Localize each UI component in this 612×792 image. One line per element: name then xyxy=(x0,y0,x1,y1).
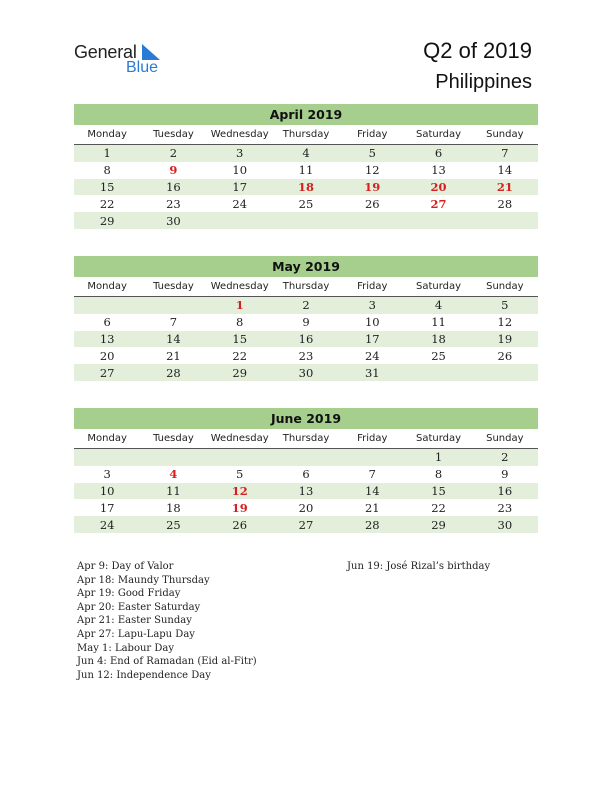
day-cell: 10 xyxy=(74,483,140,500)
weekday-label: Thursday xyxy=(273,429,339,449)
day-cell: 1 xyxy=(405,449,471,466)
day-cell: 10 xyxy=(232,163,248,178)
day-cell: 17 xyxy=(99,500,115,515)
weekday-label: Thursday xyxy=(273,125,339,145)
week-row xyxy=(74,297,538,314)
day-cell: 21 xyxy=(364,500,380,515)
day-cell: 27 xyxy=(273,516,339,533)
weekday-header-row xyxy=(74,277,538,297)
weekday-label: Tuesday xyxy=(140,277,206,297)
day-cell xyxy=(339,449,405,466)
day-cell: 28 xyxy=(497,196,513,211)
week-row xyxy=(74,195,538,212)
week-row xyxy=(74,466,538,483)
day-cell: 18 xyxy=(405,331,471,348)
day-cell: 2 xyxy=(472,449,538,466)
holiday-list-right xyxy=(347,560,490,574)
day-cell: 13 xyxy=(74,331,140,348)
holiday-note: May 1: Labour Day xyxy=(77,642,174,654)
day-cell: 11 xyxy=(298,163,314,178)
day-cell xyxy=(273,449,339,466)
day-cell xyxy=(472,364,538,381)
day-cell: 20 xyxy=(99,348,115,363)
day-cell xyxy=(140,297,206,314)
week-row xyxy=(74,483,538,500)
day-cell: 20 xyxy=(298,500,314,515)
week-row xyxy=(74,212,538,229)
day-cell: 13 xyxy=(273,483,339,500)
calendar-table xyxy=(74,125,538,229)
day-cell: 2 xyxy=(273,297,339,314)
day-cell: 8 xyxy=(434,467,443,482)
day-cell: 3 xyxy=(339,297,405,314)
day-cell: 24 xyxy=(364,348,380,363)
day-cell: 30 xyxy=(140,212,206,229)
day-cell xyxy=(74,449,140,466)
day-cell: 19 xyxy=(231,500,248,515)
holiday-note: Apr 19: Good Friday xyxy=(77,588,181,600)
weekday-label: Wednesday xyxy=(207,125,273,145)
day-cell: 11 xyxy=(431,315,446,330)
day-cell xyxy=(472,212,538,229)
logo-flag-icon xyxy=(142,44,160,60)
day-cell: 28 xyxy=(140,364,206,381)
day-cell: 9 xyxy=(169,163,178,178)
day-cell: 1 xyxy=(74,145,140,162)
day-cell: 4 xyxy=(273,145,339,162)
calendar-table xyxy=(74,277,538,381)
holiday-note: Apr 27: Lapu-Lapu Day xyxy=(77,628,195,640)
day-cell: 8 xyxy=(236,315,244,330)
holiday-note: Apr 20: Easter Saturday xyxy=(77,601,201,613)
weekday-header-row xyxy=(74,125,538,145)
day-cell: 16 xyxy=(140,179,206,196)
day-cell: 15 xyxy=(74,179,140,196)
weekday-label: Sunday xyxy=(472,429,538,449)
day-cell xyxy=(405,212,471,229)
week-row xyxy=(74,179,538,196)
day-cell: 22 xyxy=(431,500,446,515)
day-cell: 17 xyxy=(339,331,405,348)
day-cell: 12 xyxy=(207,483,273,500)
day-cell: 18 xyxy=(166,500,181,515)
page-title: Q2 of 2019 xyxy=(423,38,532,63)
calendar-table xyxy=(74,429,538,533)
weekday-label: Tuesday xyxy=(140,125,206,145)
holiday-note: Apr 9: Day of Valor xyxy=(77,561,174,572)
month-june xyxy=(74,408,538,533)
day-cell: 24 xyxy=(232,196,248,211)
day-cell: 31 xyxy=(339,364,405,381)
day-cell: 30 xyxy=(472,516,538,533)
day-cell: 27 xyxy=(74,364,140,381)
day-cell: 15 xyxy=(207,331,273,348)
day-cell: 12 xyxy=(497,315,513,330)
day-cell: 25 xyxy=(298,196,314,211)
day-cell: 14 xyxy=(140,331,206,348)
week-row xyxy=(74,314,538,331)
day-cell: 7 xyxy=(169,315,178,330)
day-cell: 13 xyxy=(431,163,446,178)
day-cell: 2 xyxy=(140,145,206,162)
day-cell: 21 xyxy=(166,348,181,363)
week-row xyxy=(74,331,538,348)
week-row xyxy=(74,145,538,162)
day-cell: 16 xyxy=(472,483,538,500)
day-cell: 11 xyxy=(140,483,206,500)
weekday-label: Friday xyxy=(339,429,405,449)
day-cell: 15 xyxy=(405,483,471,500)
weekday-label: Saturday xyxy=(405,277,471,297)
day-cell xyxy=(207,449,273,466)
holiday-note: Apr 18: Maundy Thursday xyxy=(77,574,210,586)
day-cell xyxy=(140,449,206,466)
day-cell: 4 xyxy=(169,467,178,482)
day-cell: 16 xyxy=(273,331,339,348)
month-header: April 2019 xyxy=(74,104,538,125)
day-cell: 7 xyxy=(472,145,538,162)
day-cell: 26 xyxy=(207,516,273,533)
logo-blue-text: Blue xyxy=(126,59,159,76)
weekday-header-row xyxy=(74,429,538,449)
day-cell: 22 xyxy=(232,348,248,363)
week-row xyxy=(74,162,538,179)
weekday-label: Monday xyxy=(74,277,140,297)
day-cell: 25 xyxy=(431,348,446,363)
weekday-label: Wednesday xyxy=(207,429,273,449)
weekday-label: Tuesday xyxy=(140,429,206,449)
day-cell: 1 xyxy=(207,297,273,314)
day-cell: 20 xyxy=(405,179,471,196)
day-cell xyxy=(74,297,140,314)
day-cell: 3 xyxy=(103,467,111,482)
country-name: Philippines xyxy=(435,71,532,93)
day-cell: 17 xyxy=(207,179,273,196)
day-cell: 19 xyxy=(472,331,538,348)
week-row xyxy=(74,499,538,516)
day-cell xyxy=(405,364,471,381)
day-cell xyxy=(207,212,273,229)
day-cell: 29 xyxy=(74,212,140,229)
day-cell xyxy=(273,212,339,229)
day-cell: 26 xyxy=(497,348,513,363)
day-cell: 14 xyxy=(339,483,405,500)
day-cell: 7 xyxy=(368,467,376,482)
weekday-label: Monday xyxy=(74,429,140,449)
month-may xyxy=(74,256,538,381)
day-cell: 5 xyxy=(236,467,244,482)
day-cell: 5 xyxy=(472,297,538,314)
day-cell: 28 xyxy=(339,516,405,533)
day-cell: 12 xyxy=(364,163,380,178)
weekday-label: Saturday xyxy=(405,125,471,145)
day-cell: 23 xyxy=(166,196,181,211)
day-cell: 4 xyxy=(405,297,471,314)
day-cell: 25 xyxy=(140,516,206,533)
day-cell: 6 xyxy=(405,145,471,162)
day-cell: 5 xyxy=(339,145,405,162)
weekday-label: Friday xyxy=(339,125,405,145)
weekday-label: Wednesday xyxy=(207,277,273,297)
day-cell: 10 xyxy=(364,315,380,330)
weekday-label: Friday xyxy=(339,277,405,297)
weekday-label: Sunday xyxy=(472,125,538,145)
day-cell: 29 xyxy=(405,516,471,533)
month-april xyxy=(74,104,538,229)
day-cell: 18 xyxy=(273,179,339,196)
day-cell: 6 xyxy=(103,315,111,330)
day-cell: 19 xyxy=(339,179,405,196)
day-cell: 23 xyxy=(298,348,314,363)
day-cell: 6 xyxy=(302,467,310,482)
week-row xyxy=(74,347,538,364)
logo-general-text: General xyxy=(74,42,137,62)
day-cell: 8 xyxy=(103,163,111,178)
week-row xyxy=(74,364,538,381)
day-cell: 3 xyxy=(207,145,273,162)
day-cell: 9 xyxy=(501,467,509,482)
holiday-note: Jun 19: José Rizal’s birthday xyxy=(347,561,491,572)
week-row xyxy=(74,449,538,466)
holiday-note: Jun 12: Independence Day xyxy=(77,669,211,681)
day-cell: 21 xyxy=(472,179,538,196)
week-row xyxy=(74,516,538,533)
day-cell: 30 xyxy=(273,364,339,381)
day-cell xyxy=(339,212,405,229)
weekday-label: Sunday xyxy=(472,277,538,297)
month-header: May 2019 xyxy=(74,256,538,277)
day-cell: 29 xyxy=(207,364,273,381)
weekday-label: Saturday xyxy=(405,429,471,449)
holiday-note: Jun 4: End of Ramadan (Eid al-Fitr) xyxy=(77,656,257,668)
weekday-label: Monday xyxy=(74,125,140,145)
day-cell: 23 xyxy=(497,500,513,515)
day-cell: 24 xyxy=(74,516,140,533)
logo xyxy=(74,42,159,76)
day-cell: 27 xyxy=(430,196,447,211)
month-header: June 2019 xyxy=(74,408,538,429)
day-cell: 22 xyxy=(99,196,115,211)
day-cell: 9 xyxy=(302,315,310,330)
day-cell: 14 xyxy=(497,163,513,178)
day-cell: 26 xyxy=(364,196,380,211)
holiday-list-left xyxy=(77,560,257,682)
weekday-label: Thursday xyxy=(273,277,339,297)
holiday-note: Apr 21: Easter Sunday xyxy=(77,615,192,627)
